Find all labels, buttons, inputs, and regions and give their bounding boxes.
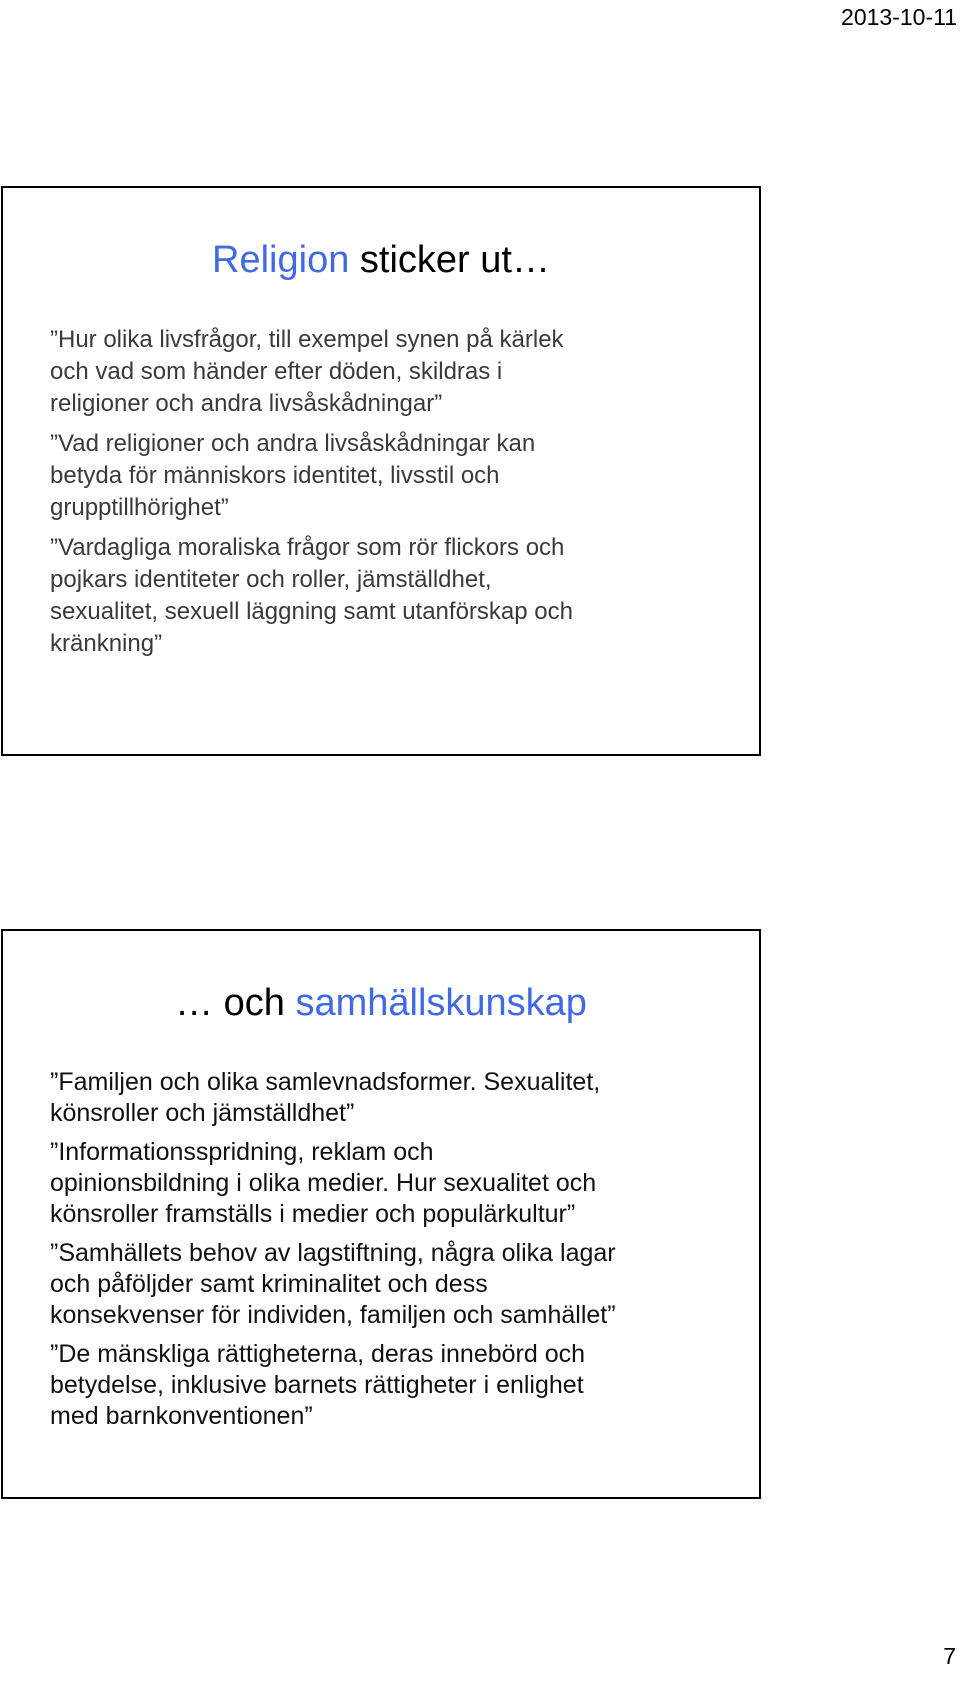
quote-line: betyda för människors identitet, livsstil och xyxy=(50,462,500,489)
quote-line: ”Informationsspridning, reklam och xyxy=(50,1138,434,1166)
quote-line: ”Samhällets behov av lagstiftning, några olika lagar xyxy=(50,1239,616,1267)
quote-line: med barnkonventionen” xyxy=(50,1402,313,1430)
quote-line: ”Familjen och olika samlevnadsformer. Sexualitet, xyxy=(50,1068,601,1096)
quote-line: ”Vardagliga moraliska frågor som rör flickors och xyxy=(50,534,565,561)
quote-line: ”Vad religioner och andra livsåskådningar kan xyxy=(50,430,536,457)
quote-line: ”De mänskliga rättigheterna, deras innebörd och xyxy=(50,1340,586,1368)
quote-line: pojkars identiteter och roller, jämställdhet, xyxy=(50,566,492,593)
quote-list xyxy=(50,1067,750,1440)
quote-item xyxy=(50,1067,750,1129)
quote-item xyxy=(50,1238,750,1331)
quote-line: opinionsbildning i olika medier. Hur sexualitet och xyxy=(50,1169,597,1197)
page-number: 7 xyxy=(943,1643,956,1669)
quote-line: religioner och andra livsåskådningar” xyxy=(50,390,443,417)
quote-line: grupptillhörighet” xyxy=(50,494,229,521)
quote-item xyxy=(50,324,750,420)
quote-line: könsroller och jämställdhet” xyxy=(50,1099,355,1127)
quote-item xyxy=(50,1339,750,1432)
slide-religion xyxy=(1,186,761,756)
quote-line: könsroller framställs i medier och populärkultur” xyxy=(50,1200,576,1228)
slide-title xyxy=(3,238,759,282)
page-date: 2013-10-11 xyxy=(841,4,957,30)
title-accent-text: Religion xyxy=(212,239,350,281)
title-plain-text: … och xyxy=(175,982,296,1024)
quote-line: kränkning” xyxy=(50,630,163,657)
quote-item xyxy=(50,1137,750,1230)
title-accent-text: samhällskunskap xyxy=(295,982,587,1024)
title-rest-text: sticker ut… xyxy=(349,239,550,281)
slide-samhallskunskap xyxy=(1,929,761,1499)
quote-line: och vad som händer efter döden, skildras i xyxy=(50,358,503,385)
quote-line: ”Hur olika livsfrågor, till exempel synen på kärlek xyxy=(50,326,564,353)
quote-line: betydelse, inklusive barnets rättigheter i enlighet xyxy=(50,1371,584,1399)
quote-line: konsekvenser för individen, familjen och samhället” xyxy=(50,1301,616,1329)
quote-line: sexualitet, sexuell läggning samt utanförskap och xyxy=(50,598,573,625)
quote-item xyxy=(50,532,750,660)
quote-item xyxy=(50,428,750,524)
slide-title xyxy=(3,981,759,1025)
quote-line: och påföljder samt kriminalitet och dess xyxy=(50,1270,488,1298)
quote-list xyxy=(50,324,750,668)
